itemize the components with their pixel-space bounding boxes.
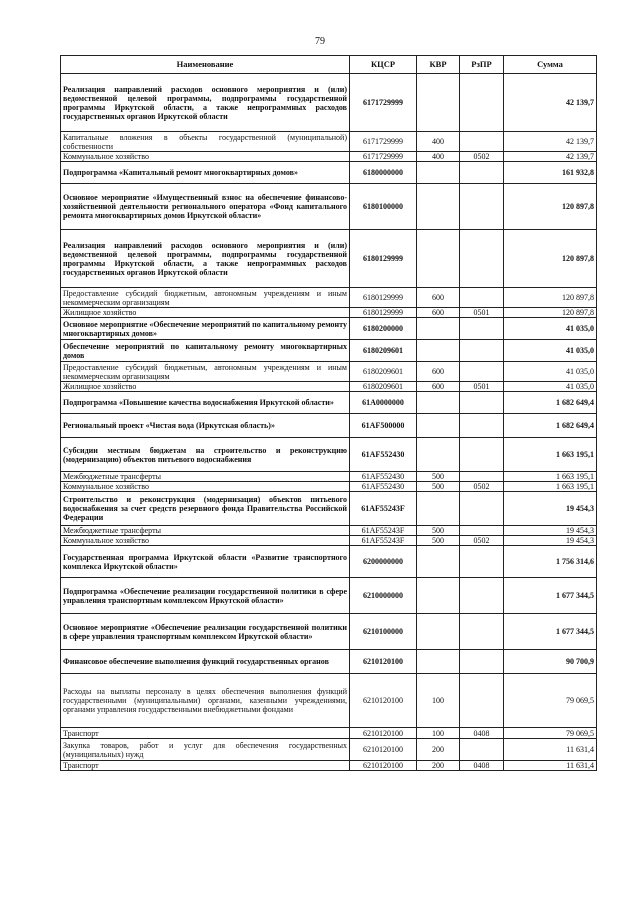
cell-kcsr: 61АF552430 bbox=[350, 482, 417, 492]
cell-sum: 19 454,3 bbox=[504, 492, 597, 526]
table-row bbox=[61, 392, 597, 414]
cell-kcsr: 6180209601 bbox=[350, 340, 417, 362]
cell-sum: 42 139,7 bbox=[504, 74, 597, 132]
cell-kcsr: 6210120100 bbox=[350, 739, 417, 761]
cell-kvr bbox=[417, 230, 460, 288]
header-sum: Сумма bbox=[504, 56, 597, 74]
cell-sum: 1 682 649,4 bbox=[504, 392, 597, 414]
cell-sum: 42 139,7 bbox=[504, 152, 597, 162]
cell-sum: 1 677 344,5 bbox=[504, 578, 597, 614]
cell-rzpr: 0501 bbox=[460, 382, 504, 392]
cell-rzpr bbox=[460, 340, 504, 362]
cell-kvr bbox=[417, 162, 460, 184]
cell-kcsr: 61АF55243F bbox=[350, 526, 417, 536]
header-name: Наименование bbox=[61, 56, 350, 74]
cell-kvr bbox=[417, 74, 460, 132]
table-row bbox=[61, 761, 597, 771]
cell-kcsr: 61А0000000 bbox=[350, 392, 417, 414]
cell-name: Реализация направлений расходов основного мероприятия и (или) ведомственной целевой программы, подпрограммы государственной программы Иркутской области, а также непрограммных расходов государственных органов Иркутской области bbox=[61, 74, 350, 132]
cell-sum: 79 069,5 bbox=[504, 674, 597, 728]
cell-kvr bbox=[417, 614, 460, 650]
cell-kvr: 600 bbox=[417, 362, 460, 382]
cell-kvr: 200 bbox=[417, 761, 460, 771]
table-row bbox=[61, 382, 597, 392]
table-header-row bbox=[61, 56, 597, 74]
cell-kvr bbox=[417, 578, 460, 614]
table-row bbox=[61, 492, 597, 526]
table-row bbox=[61, 546, 597, 578]
cell-kvr: 500 bbox=[417, 472, 460, 482]
cell-sum: 1 663 195,1 bbox=[504, 438, 597, 472]
cell-kvr bbox=[417, 184, 460, 230]
header-kcsr: КЦСР bbox=[350, 56, 417, 74]
table-row bbox=[61, 132, 597, 152]
cell-kvr: 100 bbox=[417, 674, 460, 728]
cell-kvr: 100 bbox=[417, 728, 460, 739]
cell-kcsr: 6180129999 bbox=[350, 308, 417, 318]
cell-rzpr bbox=[460, 362, 504, 382]
cell-rzpr bbox=[460, 162, 504, 184]
table-row bbox=[61, 674, 597, 728]
cell-name: Капитальные вложения в объекты государственной (муниципальной) собственности bbox=[61, 132, 350, 152]
cell-kvr bbox=[417, 414, 460, 438]
cell-kcsr: 6180100000 bbox=[350, 184, 417, 230]
cell-rzpr: 0408 bbox=[460, 761, 504, 771]
cell-kcsr: 61АF552430 bbox=[350, 472, 417, 482]
cell-kvr: 600 bbox=[417, 288, 460, 308]
table-row bbox=[61, 184, 597, 230]
cell-kvr bbox=[417, 340, 460, 362]
table-row bbox=[61, 536, 597, 546]
cell-kvr bbox=[417, 546, 460, 578]
cell-rzpr bbox=[460, 650, 504, 674]
cell-name: Коммунальное хозяйство bbox=[61, 482, 350, 492]
table-row bbox=[61, 288, 597, 308]
cell-name: Государственная программа Иркутской области «Развитие транспортного комплекса Иркутской области» bbox=[61, 546, 350, 578]
table-row bbox=[61, 308, 597, 318]
cell-rzpr bbox=[460, 546, 504, 578]
cell-name: Подпрограмма «Повышение качества водоснабжения Иркутской области» bbox=[61, 392, 350, 414]
cell-kcsr: 6171729999 bbox=[350, 74, 417, 132]
cell-kcsr: 6210120100 bbox=[350, 650, 417, 674]
cell-kcsr: 6210000000 bbox=[350, 578, 417, 614]
cell-name: Расходы на выплаты персоналу в целях обеспечения выполнения функций государственными (муниципальными) органами, казенными учреждениями, органами управления государственными внебюджетными фондами bbox=[61, 674, 350, 728]
cell-name: Транспорт bbox=[61, 728, 350, 739]
cell-sum: 90 700,9 bbox=[504, 650, 597, 674]
cell-kvr: 500 bbox=[417, 526, 460, 536]
table-row bbox=[61, 482, 597, 492]
cell-kcsr: 6180000000 bbox=[350, 162, 417, 184]
cell-rzpr bbox=[460, 492, 504, 526]
cell-kcsr: 6171729999 bbox=[350, 152, 417, 162]
cell-name: Коммунальное хозяйство bbox=[61, 536, 350, 546]
cell-rzpr: 0408 bbox=[460, 728, 504, 739]
cell-sum: 120 897,8 bbox=[504, 230, 597, 288]
table-row bbox=[61, 526, 597, 536]
cell-kcsr: 61АF552430 bbox=[350, 438, 417, 472]
cell-name: Подпрограмма «Обеспечение реализации государственной политики в сфере управления транспортным комплексом Иркутской области» bbox=[61, 578, 350, 614]
cell-name: Транспорт bbox=[61, 761, 350, 771]
cell-rzpr bbox=[460, 614, 504, 650]
table-row bbox=[61, 728, 597, 739]
cell-sum: 1 663 195,1 bbox=[504, 472, 597, 482]
cell-rzpr: 0502 bbox=[460, 482, 504, 492]
cell-sum: 11 631,4 bbox=[504, 761, 597, 771]
table-row bbox=[61, 362, 597, 382]
cell-sum: 41 035,0 bbox=[504, 318, 597, 340]
cell-name: Коммунальное хозяйство bbox=[61, 152, 350, 162]
cell-name: Финансовое обеспечение выполнения функций государственных органов bbox=[61, 650, 350, 674]
cell-name: Жилищное хозяйство bbox=[61, 382, 350, 392]
cell-kcsr: 6210120100 bbox=[350, 728, 417, 739]
cell-kvr: 200 bbox=[417, 739, 460, 761]
cell-name: Межбюджетные трансферты bbox=[61, 526, 350, 536]
table-row bbox=[61, 318, 597, 340]
cell-kvr: 400 bbox=[417, 132, 460, 152]
cell-kcsr: 6180209601 bbox=[350, 382, 417, 392]
table-row bbox=[61, 230, 597, 288]
cell-sum: 19 454,3 bbox=[504, 526, 597, 536]
cell-kcsr: 6180129999 bbox=[350, 230, 417, 288]
table-row bbox=[61, 614, 597, 650]
table-body bbox=[61, 74, 597, 771]
table-row bbox=[61, 438, 597, 472]
cell-sum: 120 897,8 bbox=[504, 308, 597, 318]
cell-kvr bbox=[417, 438, 460, 472]
table-row bbox=[61, 74, 597, 132]
cell-rzpr: 0502 bbox=[460, 152, 504, 162]
header-kvr: КВР bbox=[417, 56, 460, 74]
cell-name: Подпрограмма «Капитальный ремонт многоквартирных домов» bbox=[61, 162, 350, 184]
cell-sum: 1 663 195,1 bbox=[504, 482, 597, 492]
cell-sum: 42 139,7 bbox=[504, 132, 597, 152]
table-row bbox=[61, 414, 597, 438]
cell-rzpr bbox=[460, 472, 504, 482]
cell-rzpr bbox=[460, 578, 504, 614]
cell-kcsr: 6200000000 bbox=[350, 546, 417, 578]
cell-rzpr bbox=[460, 438, 504, 472]
cell-rzpr bbox=[460, 74, 504, 132]
cell-kvr: 400 bbox=[417, 152, 460, 162]
cell-rzpr bbox=[460, 184, 504, 230]
cell-name: Субсидии местным бюджетам на строительство и реконструкцию (модернизацию) объектов питьевого водоснабжения bbox=[61, 438, 350, 472]
table-row bbox=[61, 650, 597, 674]
cell-name: Предоставление субсидий бюджетным, автономным учреждениям и иным некоммерческим организациям bbox=[61, 362, 350, 382]
cell-kvr: 600 bbox=[417, 308, 460, 318]
cell-kcsr: 6210100000 bbox=[350, 614, 417, 650]
table-row bbox=[61, 162, 597, 184]
cell-rzpr bbox=[460, 414, 504, 438]
cell-name: Основное мероприятие «Имущественный взнос на обеспечение финансово-хозяйственной деятельности регионального оператора «Фонд капитального ремонта многоквартирных домов Иркутской области» bbox=[61, 184, 350, 230]
cell-name: Обеспечение мероприятий по капитальному ремонту многоквартирных домов bbox=[61, 340, 350, 362]
cell-rzpr: 0501 bbox=[460, 308, 504, 318]
table-row bbox=[61, 472, 597, 482]
cell-kcsr: 6210120100 bbox=[350, 761, 417, 771]
cell-sum: 1 756 314,6 bbox=[504, 546, 597, 578]
table-row bbox=[61, 578, 597, 614]
cell-name: Межбюджетные трансферты bbox=[61, 472, 350, 482]
budget-table bbox=[60, 55, 597, 771]
cell-kcsr: 61АF500000 bbox=[350, 414, 417, 438]
cell-rzpr bbox=[460, 674, 504, 728]
cell-rzpr bbox=[460, 288, 504, 308]
cell-sum: 79 069,5 bbox=[504, 728, 597, 739]
cell-sum: 1 677 344,5 bbox=[504, 614, 597, 650]
cell-name: Жилищное хозяйство bbox=[61, 308, 350, 318]
cell-sum: 41 035,0 bbox=[504, 340, 597, 362]
cell-name: Строительство и реконструкция (модернизация) объектов питьевого водоснабжения за счет средств резервного фонда Правительства Российской Федерации bbox=[61, 492, 350, 526]
cell-rzpr bbox=[460, 392, 504, 414]
cell-kcsr: 6180209601 bbox=[350, 362, 417, 382]
cell-kvr: 600 bbox=[417, 382, 460, 392]
cell-name: Закупка товаров, работ и услуг для обеспечения государственных (муниципальных) нужд bbox=[61, 739, 350, 761]
cell-name: Реализация направлений расходов основного мероприятия и (или) ведомственной целевой программы, подпрограммы государственной программы Иркутской области, а также непрограммных расходов государственных органов Иркутской области bbox=[61, 230, 350, 288]
cell-name: Региональный проект «Чистая вода (Иркутская область)» bbox=[61, 414, 350, 438]
page-number: 79 bbox=[315, 36, 325, 47]
cell-sum: 161 932,8 bbox=[504, 162, 597, 184]
cell-kvr bbox=[417, 392, 460, 414]
cell-sum: 19 454,3 bbox=[504, 536, 597, 546]
table-row bbox=[61, 340, 597, 362]
cell-name: Основное мероприятие «Обеспечение мероприятий по капитальному ремонту многоквартирных домов» bbox=[61, 318, 350, 340]
cell-kvr bbox=[417, 650, 460, 674]
cell-kvr bbox=[417, 318, 460, 340]
cell-sum: 120 897,8 bbox=[504, 288, 597, 308]
cell-rzpr bbox=[460, 230, 504, 288]
cell-kvr: 500 bbox=[417, 536, 460, 546]
cell-sum: 11 631,4 bbox=[504, 739, 597, 761]
cell-kcsr: 61АF55243F bbox=[350, 492, 417, 526]
cell-rzpr bbox=[460, 739, 504, 761]
cell-name: Основное мероприятие «Обеспечение реализации государственной политики в сфере управления транспортным комплексом Иркутской области» bbox=[61, 614, 350, 650]
table-row bbox=[61, 739, 597, 761]
cell-sum: 120 897,8 bbox=[504, 184, 597, 230]
cell-kcsr: 6180129999 bbox=[350, 288, 417, 308]
cell-kcsr: 6180200000 bbox=[350, 318, 417, 340]
cell-kcsr: 6171729999 bbox=[350, 132, 417, 152]
cell-rzpr: 0502 bbox=[460, 536, 504, 546]
cell-kcsr: 6210120100 bbox=[350, 674, 417, 728]
cell-rzpr bbox=[460, 526, 504, 536]
cell-kvr bbox=[417, 492, 460, 526]
cell-kvr: 500 bbox=[417, 482, 460, 492]
header-rzpr: РзПР bbox=[460, 56, 504, 74]
cell-rzpr bbox=[460, 318, 504, 340]
cell-sum: 1 682 649,4 bbox=[504, 414, 597, 438]
cell-rzpr bbox=[460, 132, 504, 152]
cell-sum: 41 035,0 bbox=[504, 362, 597, 382]
table-row bbox=[61, 152, 597, 162]
cell-kcsr: 61АF55243F bbox=[350, 536, 417, 546]
cell-sum: 41 035,0 bbox=[504, 382, 597, 392]
cell-name: Предоставление субсидий бюджетным, автономным учреждениям и иным некоммерческим организациям bbox=[61, 288, 350, 308]
